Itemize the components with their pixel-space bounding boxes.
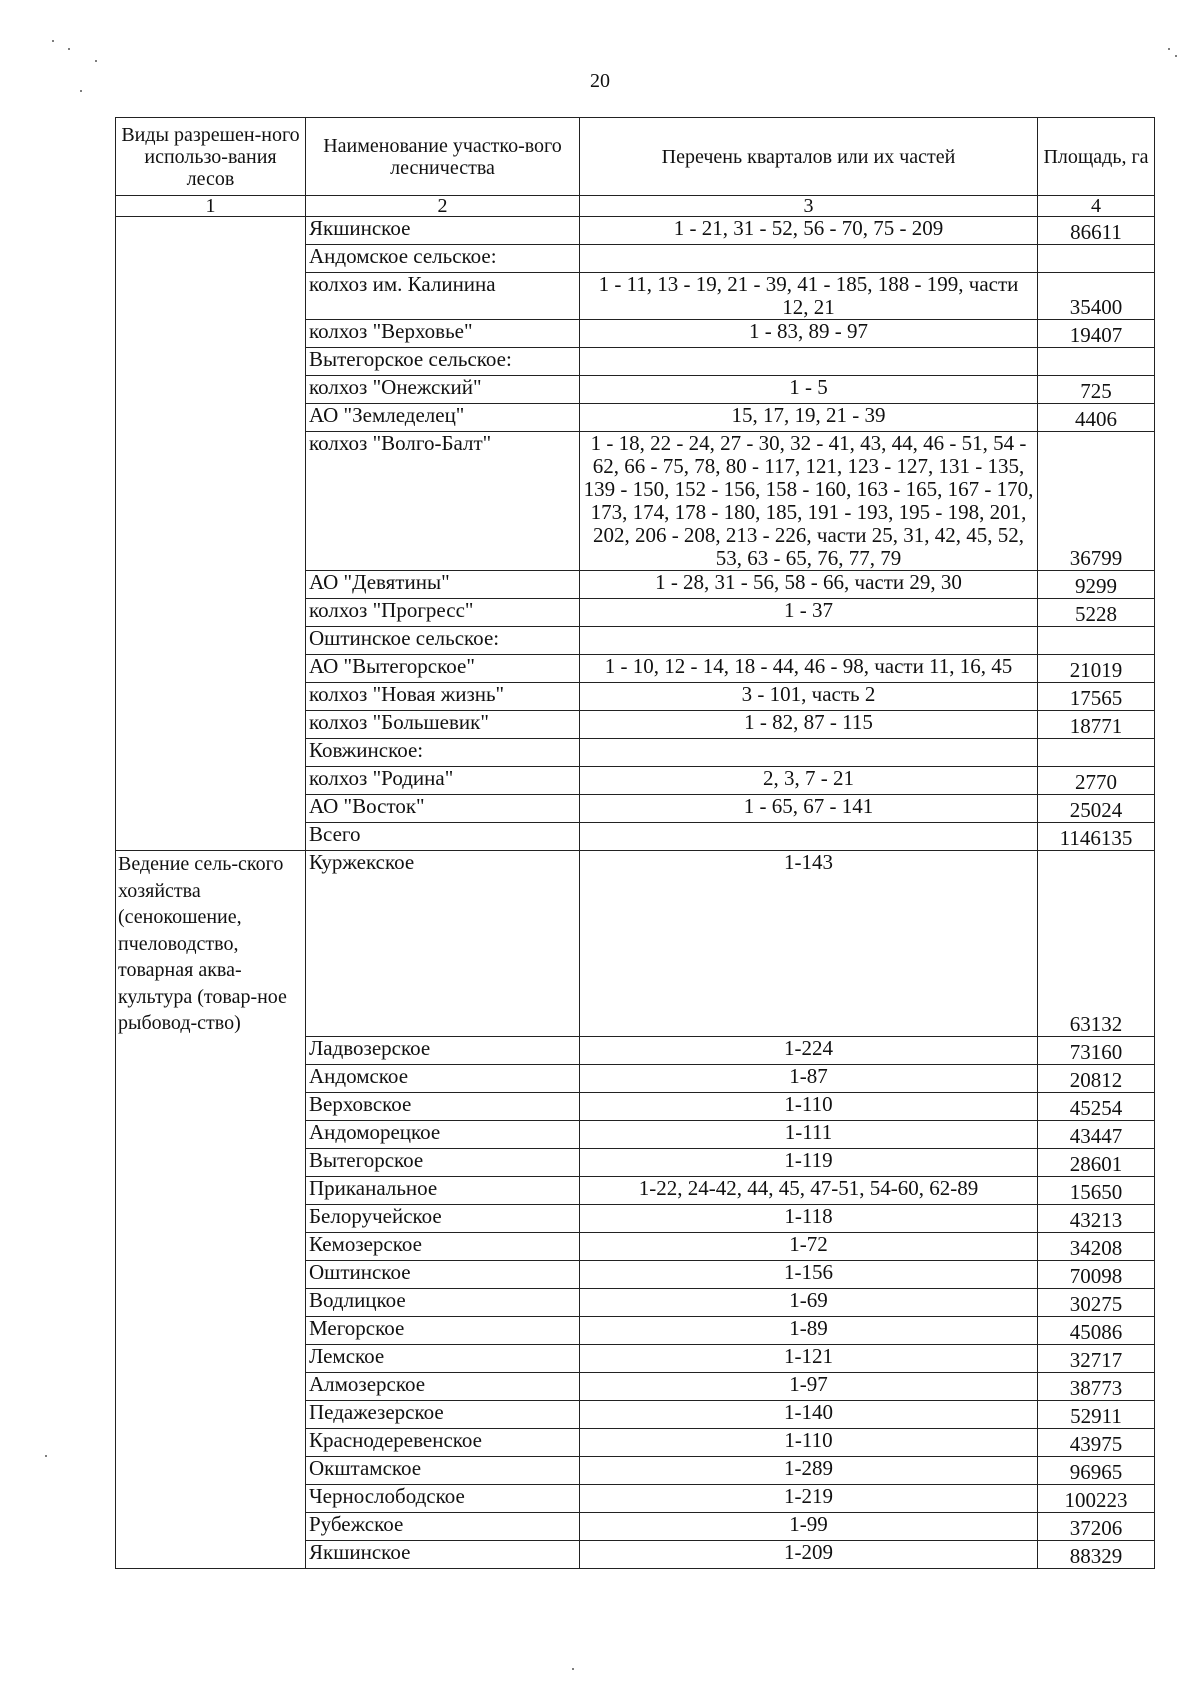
column-number: 4 [1038, 196, 1155, 217]
table-row [116, 851, 1155, 1037]
quarters-cell: 1 - 28, 31 - 56, 58 - 66, части 29, 30 [580, 571, 1038, 599]
area-cell: 37206 [1038, 1513, 1155, 1541]
district-cell: Приканальное [306, 1177, 580, 1205]
area-cell: 4406 [1038, 404, 1155, 432]
district-cell: Верховское [306, 1093, 580, 1121]
area-cell: 70098 [1038, 1261, 1155, 1289]
quarters-cell: 1-143 [580, 851, 1038, 1037]
quarters-cell [580, 627, 1038, 655]
area-cell: 19407 [1038, 320, 1155, 348]
area-cell: 36799 [1038, 432, 1155, 571]
column-number: 1 [116, 196, 306, 217]
area-cell: 28601 [1038, 1149, 1155, 1177]
district-cell: АО "Восток" [306, 795, 580, 823]
table-row [116, 1261, 1155, 1289]
area-cell: 5228 [1038, 599, 1155, 627]
district-cell: колхоз "Верховье" [306, 320, 580, 348]
forest-use-table [115, 117, 1155, 1569]
district-cell: колхоз им. Калинина [306, 273, 580, 320]
use-type-cell [116, 1513, 306, 1541]
use-type-cell [116, 432, 306, 571]
quarters-cell: 1 - 82, 87 - 115 [580, 711, 1038, 739]
district-cell: Ковжинское: [306, 739, 580, 767]
use-type-cell [116, 627, 306, 655]
table-row [116, 767, 1155, 795]
quarters-cell: 1-209 [580, 1541, 1038, 1569]
quarters-cell: 1-72 [580, 1233, 1038, 1261]
use-type-cell [116, 655, 306, 683]
area-cell: 86611 [1038, 217, 1155, 245]
district-cell: Оштинское сельское: [306, 627, 580, 655]
use-type-cell [116, 767, 306, 795]
area-cell: 45086 [1038, 1317, 1155, 1345]
quarters-cell: 1-156 [580, 1261, 1038, 1289]
use-type-cell [116, 1205, 306, 1233]
area-cell: 20812 [1038, 1065, 1155, 1093]
area-cell: 73160 [1038, 1037, 1155, 1065]
quarters-cell: 1-99 [580, 1513, 1038, 1541]
quarters-cell: 1-22, 24-42, 44, 45, 47-51, 54-60, 62-89 [580, 1177, 1038, 1205]
use-type-cell: Ведение сель-ского хозяйства (сенокошение, пчеловодство, товарная аква-культура (товар-ное рыбовод-ство) [116, 851, 306, 1037]
area-cell: 96965 [1038, 1457, 1155, 1485]
district-cell: колхоз "Большевик" [306, 711, 580, 739]
district-cell: Белоручейское [306, 1205, 580, 1233]
use-type-cell [116, 1149, 306, 1177]
table-row [116, 571, 1155, 599]
table-row [116, 1429, 1155, 1457]
district-cell: колхоз "Волго-Балт" [306, 432, 580, 571]
table-row [116, 273, 1155, 320]
header-area: Площадь, га [1038, 118, 1155, 196]
quarters-cell: 1-289 [580, 1457, 1038, 1485]
use-type-cell [116, 1541, 306, 1569]
use-type-cell [116, 1317, 306, 1345]
area-cell [1038, 739, 1155, 767]
area-cell: 15650 [1038, 1177, 1155, 1205]
table-row [116, 348, 1155, 376]
district-cell: колхоз "Онежский" [306, 376, 580, 404]
use-type-cell [116, 348, 306, 376]
table-row [116, 1401, 1155, 1429]
district-cell: колхоз "Новая жизнь" [306, 683, 580, 711]
area-cell: 35400 [1038, 273, 1155, 320]
quarters-cell [580, 823, 1038, 851]
table-row [116, 245, 1155, 273]
use-type-cell [116, 571, 306, 599]
district-cell: Мегорское [306, 1317, 580, 1345]
area-cell: 32717 [1038, 1345, 1155, 1373]
area-cell: 18771 [1038, 711, 1155, 739]
area-cell: 88329 [1038, 1541, 1155, 1569]
quarters-cell: 1 - 5 [580, 376, 1038, 404]
quarters-cell: 15, 17, 19, 21 - 39 [580, 404, 1038, 432]
quarters-cell: 1-89 [580, 1317, 1038, 1345]
use-type-cell [116, 795, 306, 823]
quarters-cell: 3 - 101, часть 2 [580, 683, 1038, 711]
district-cell: Ладвозерское [306, 1037, 580, 1065]
table-row [116, 655, 1155, 683]
table-row [116, 1233, 1155, 1261]
use-type-cell [116, 1401, 306, 1429]
area-cell: 34208 [1038, 1233, 1155, 1261]
use-type-cell [116, 1065, 306, 1093]
table-row [116, 404, 1155, 432]
area-cell: 38773 [1038, 1373, 1155, 1401]
quarters-cell: 1-97 [580, 1373, 1038, 1401]
district-cell: Андоморецкое [306, 1121, 580, 1149]
use-type-cell [116, 739, 306, 767]
use-type-cell [116, 711, 306, 739]
use-type-cell [116, 404, 306, 432]
quarters-cell: 1 - 21, 31 - 52, 56 - 70, 75 - 209 [580, 217, 1038, 245]
district-cell: Кемозерское [306, 1233, 580, 1261]
area-cell: 43213 [1038, 1205, 1155, 1233]
district-cell: Оштинское [306, 1261, 580, 1289]
header-district: Наименование участко-вого лесничества [306, 118, 580, 196]
quarters-cell: 1-110 [580, 1093, 1038, 1121]
district-cell: Вытегорское [306, 1149, 580, 1177]
district-cell: Рубежское [306, 1513, 580, 1541]
table-row [116, 683, 1155, 711]
table-row [116, 1373, 1155, 1401]
district-cell: колхоз "Родина" [306, 767, 580, 795]
area-cell: 1146135 [1038, 823, 1155, 851]
district-cell: Якшинское [306, 217, 580, 245]
use-type-cell [116, 1093, 306, 1121]
table-row [116, 1289, 1155, 1317]
area-cell: 43975 [1038, 1429, 1155, 1457]
quarters-cell: 1 - 10, 12 - 14, 18 - 44, 46 - 98, части 11, 16, 45 [580, 655, 1038, 683]
quarters-cell: 1-121 [580, 1345, 1038, 1373]
use-type-cell [116, 217, 306, 245]
district-cell: колхоз "Прогресс" [306, 599, 580, 627]
district-cell: АО "Девятины" [306, 571, 580, 599]
district-cell: Водлицкое [306, 1289, 580, 1317]
table-row [116, 1037, 1155, 1065]
header-use-type: Виды разрешен-ного использо-вания лесов [116, 118, 306, 196]
quarters-cell: 1 - 37 [580, 599, 1038, 627]
column-number-row [116, 196, 1155, 217]
district-cell: Педажезерское [306, 1401, 580, 1429]
quarters-cell: 1-87 [580, 1065, 1038, 1093]
area-cell: 2770 [1038, 767, 1155, 795]
quarters-cell [580, 348, 1038, 376]
table-row [116, 217, 1155, 245]
use-type-cell [116, 683, 306, 711]
use-type-cell [116, 823, 306, 851]
quarters-cell: 1 - 11, 13 - 19, 21 - 39, 41 - 185, 188 - 199, части 12, 21 [580, 273, 1038, 320]
table-row [116, 711, 1155, 739]
area-cell: 63132 [1038, 851, 1155, 1037]
use-type-cell [116, 1485, 306, 1513]
column-number: 2 [306, 196, 580, 217]
use-type-cell [116, 1429, 306, 1457]
quarters-cell: 1-140 [580, 1401, 1038, 1429]
table-row [116, 1065, 1155, 1093]
district-cell: Окштамское [306, 1457, 580, 1485]
use-type-cell [116, 1345, 306, 1373]
use-type-cell [116, 1289, 306, 1317]
use-type-cell [116, 320, 306, 348]
use-type-cell [116, 1037, 306, 1065]
district-cell: Алмозерское [306, 1373, 580, 1401]
district-cell: Андомское [306, 1065, 580, 1093]
district-cell: Якшинское [306, 1541, 580, 1569]
area-cell: 30275 [1038, 1289, 1155, 1317]
area-cell: 100223 [1038, 1485, 1155, 1513]
table-row [116, 1093, 1155, 1121]
quarters-cell: 2, 3, 7 - 21 [580, 767, 1038, 795]
area-cell: 25024 [1038, 795, 1155, 823]
table-row [116, 1485, 1155, 1513]
table-row [116, 376, 1155, 404]
table-header-row [116, 118, 1155, 196]
area-cell [1038, 348, 1155, 376]
area-cell: 45254 [1038, 1093, 1155, 1121]
quarters-cell: 1-111 [580, 1121, 1038, 1149]
use-type-cell [116, 245, 306, 273]
table-row [116, 599, 1155, 627]
quarters-cell: 1 - 83, 89 - 97 [580, 320, 1038, 348]
column-number: 3 [580, 196, 1038, 217]
use-type-cell [116, 273, 306, 320]
table-row [116, 320, 1155, 348]
table-row [116, 739, 1155, 767]
table-row [116, 627, 1155, 655]
district-cell: Лемское [306, 1345, 580, 1373]
district-cell: Куржекское [306, 851, 580, 1037]
district-cell: Чернослободское [306, 1485, 580, 1513]
table-row [116, 1177, 1155, 1205]
quarters-cell: 1-118 [580, 1205, 1038, 1233]
area-cell [1038, 627, 1155, 655]
area-cell: 725 [1038, 376, 1155, 404]
table-body [116, 217, 1155, 1569]
table-row [116, 1317, 1155, 1345]
area-cell: 43447 [1038, 1121, 1155, 1149]
use-type-cell [116, 1177, 306, 1205]
quarters-cell: 1-224 [580, 1037, 1038, 1065]
use-type-cell [116, 1373, 306, 1401]
area-cell: 9299 [1038, 571, 1155, 599]
use-type-cell [116, 1121, 306, 1149]
district-cell: Всего [306, 823, 580, 851]
quarters-cell: 1-119 [580, 1149, 1038, 1177]
table-row [116, 1205, 1155, 1233]
area-cell [1038, 245, 1155, 273]
quarters-cell [580, 245, 1038, 273]
district-cell: АО "Земледелец" [306, 404, 580, 432]
use-type-cell [116, 376, 306, 404]
page-number: 20 [590, 70, 610, 92]
use-type-cell [116, 1233, 306, 1261]
table-row [116, 1513, 1155, 1541]
table-row [116, 1457, 1155, 1485]
quarters-cell: 1 - 65, 67 - 141 [580, 795, 1038, 823]
use-type-cell [116, 1457, 306, 1485]
quarters-cell: 1-69 [580, 1289, 1038, 1317]
use-type-cell [116, 1261, 306, 1289]
quarters-cell: 1-219 [580, 1485, 1038, 1513]
quarters-cell: 1 - 18, 22 - 24, 27 - 30, 32 - 41, 43, 44, 46 - 51, 54 - 62, 66 - 75, 78, 80 - 117, 121, 123 - 127, 131 - 135, 139 - 150, 152 - 156, 158 - 160, 163 - 165, 167 - 170, 173, 174, 178 - 180, 185, 191 - 193, 195 - 198, 201, 202, 206 - 208, 213 - 226, части 25, 31, 42, 45, 52, 53, 63 - 65, 76, 77, 79 [580, 432, 1038, 571]
table-row [116, 1121, 1155, 1149]
table-row [116, 1541, 1155, 1569]
quarters-cell [580, 739, 1038, 767]
district-cell: Андомское сельское: [306, 245, 580, 273]
area-cell: 17565 [1038, 683, 1155, 711]
district-cell: Краснодеревенское [306, 1429, 580, 1457]
district-cell: АО "Вытегорское" [306, 655, 580, 683]
header-quarters: Перечень кварталов или их частей [580, 118, 1038, 196]
table-row [116, 1345, 1155, 1373]
quarters-cell: 1-110 [580, 1429, 1038, 1457]
district-cell: Вытегорское сельское: [306, 348, 580, 376]
table-row [116, 432, 1155, 571]
area-cell: 21019 [1038, 655, 1155, 683]
table-row [116, 1149, 1155, 1177]
table-row [116, 823, 1155, 851]
table-row [116, 795, 1155, 823]
use-type-cell [116, 599, 306, 627]
area-cell: 52911 [1038, 1401, 1155, 1429]
